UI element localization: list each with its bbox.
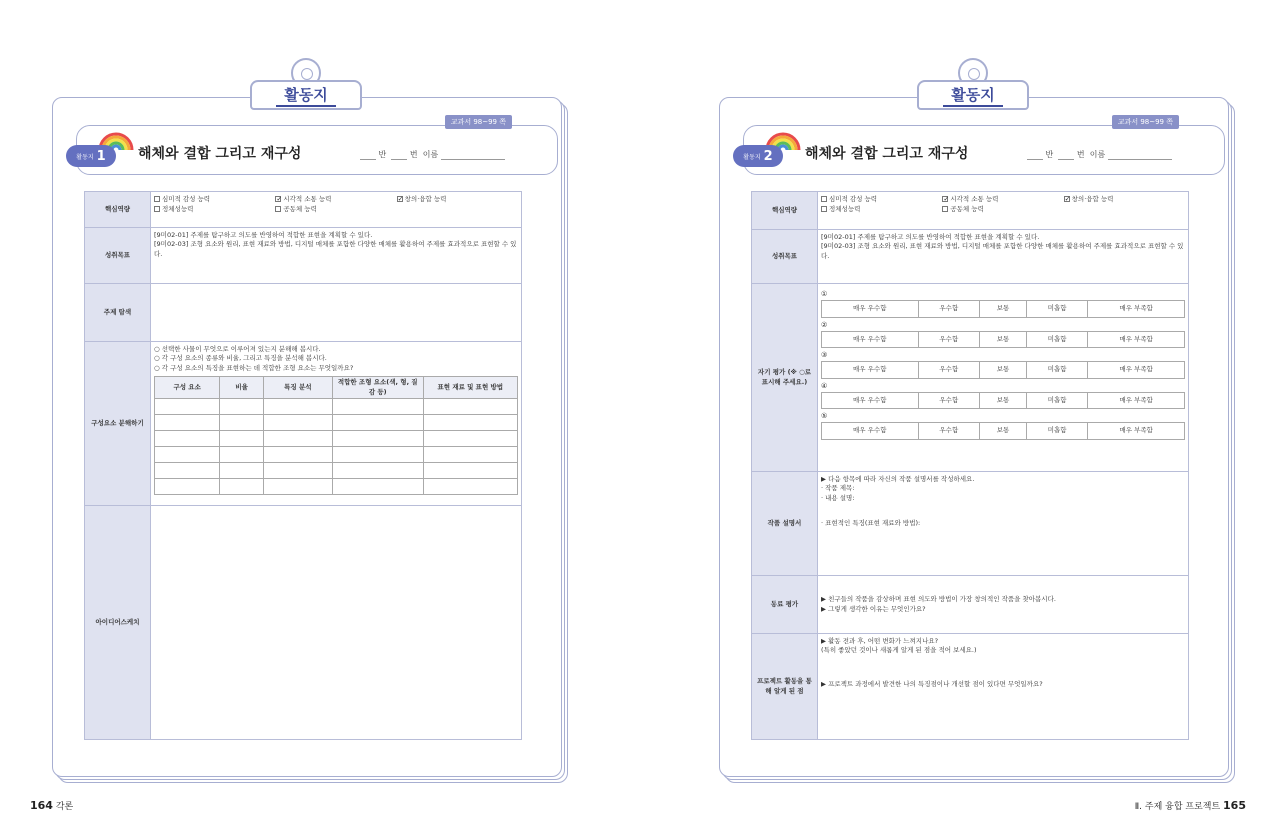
- peer-eval-area[interactable]: [818, 576, 1189, 634]
- rating-option[interactable]: 보통: [980, 301, 1027, 317]
- analysis-grid: [154, 376, 518, 495]
- rating-option[interactable]: 우수함: [918, 362, 980, 378]
- table-row[interactable]: [155, 415, 518, 431]
- row-label-competency: 핵심역량: [752, 192, 818, 230]
- sheet-badge: 활동지 1: [66, 145, 116, 167]
- competency-item[interactable]: 심미적 감성 능력: [154, 195, 275, 204]
- rating-option[interactable]: 우수함: [918, 331, 980, 347]
- rating-option[interactable]: 매우 부족함: [1088, 331, 1185, 347]
- footer-left: [30, 799, 73, 812]
- rating-scale: [821, 422, 1185, 439]
- row-label-sketch: 아이디어스케치: [85, 506, 151, 740]
- sheet-label: 활동지: [276, 84, 335, 107]
- name-blank[interactable]: [1108, 152, 1172, 160]
- prompt-text: · 내용 설명:: [821, 493, 855, 502]
- rating-option[interactable]: 미흡함: [1026, 362, 1088, 378]
- worksheet-title: 해체와 결합 그리고 재구성: [805, 146, 969, 162]
- rating-option[interactable]: 매우 부족함: [1088, 301, 1185, 317]
- table-row[interactable]: [155, 447, 518, 463]
- self-eval-area: [818, 284, 1189, 472]
- rating-option[interactable]: 우수함: [918, 301, 980, 317]
- rating-option[interactable]: 미흡함: [1026, 301, 1088, 317]
- rating-option[interactable]: 매우 부족함: [1088, 392, 1185, 408]
- row-label-learned: 프로젝트 활동을 통해 알게 된 점: [752, 634, 818, 740]
- worksheet-table: [84, 191, 522, 740]
- rating-option[interactable]: 보통: [980, 331, 1027, 347]
- goal-text: [9미02-03] 조형 요소와 원리, 표현 재료와 방법, 디지털 매체를 포함한 다양한 매체를 활용하여 주제를 효과적으로 표현할 수 있다.: [154, 240, 517, 258]
- table-row[interactable]: [155, 479, 518, 495]
- rating-scale: [821, 361, 1185, 378]
- column-header: 비율: [220, 377, 264, 399]
- rating-scale: [821, 300, 1185, 317]
- row-label-goal: 성취목표: [752, 230, 818, 284]
- prompt-text: ▶ 활동 전과 후, 어떤 변화가 느껴지나요?: [821, 637, 939, 645]
- rating-option[interactable]: 매우 우수함: [822, 362, 919, 378]
- page-number: 165: [1223, 799, 1246, 812]
- row-label-topic: 주제 탐색: [85, 284, 151, 342]
- goal-text: [9미02-03] 조형 요소와 원리, 표현 재료와 방법, 디지털 매체를 포함한 다양한 매체를 활용하여 주제를 효과적으로 표현할 수 있다.: [821, 242, 1184, 260]
- rating-item-number: ⑤: [821, 412, 828, 421]
- sheet-badge: 활동지 2: [733, 145, 783, 167]
- competency-checklist: [821, 195, 1185, 215]
- rating-option[interactable]: 미흡함: [1026, 423, 1088, 439]
- rating-item-number: ①: [821, 290, 828, 298]
- class-blank[interactable]: [1027, 152, 1043, 160]
- goal-text: [9미02-01] 주제를 탐구하고 의도를 반영하여 적합한 표현을 계획할 수 있다.: [821, 233, 1040, 241]
- rating-option[interactable]: 매우 우수함: [822, 392, 919, 408]
- rating-scale: [821, 392, 1185, 409]
- prompt-text: (특히 좋았던 것이나 새롭게 알게 된 점을 적어 보세요.): [821, 646, 977, 655]
- learned-area[interactable]: [818, 634, 1189, 740]
- footer-section: 각론: [55, 802, 74, 812]
- rating-option[interactable]: 미흡함: [1026, 392, 1088, 408]
- footer-section: Ⅱ. 주제 융합 프로젝트: [1134, 802, 1221, 812]
- competency-checklist: [154, 195, 518, 215]
- prompt-text: ▶ 그렇게 생각한 이유는 무엇인가요?: [821, 604, 926, 613]
- rating-option[interactable]: 보통: [980, 423, 1027, 439]
- column-header: 구성 요소: [155, 377, 220, 399]
- competency-item[interactable]: 정체성능력: [821, 205, 942, 214]
- row-label-analysis: 구성요소 분해하기: [85, 342, 151, 506]
- clipboard-clip-right: [917, 58, 1029, 110]
- column-header: 표현 재료 및 표현 방법: [423, 377, 517, 399]
- rating-scale: [821, 331, 1185, 348]
- row-label-peer-eval: 동료 평가: [752, 576, 818, 634]
- rating-option[interactable]: 보통: [980, 392, 1027, 408]
- rating-option[interactable]: 매우 우수함: [822, 301, 919, 317]
- table-row[interactable]: [155, 399, 518, 415]
- rating-option[interactable]: 우수함: [918, 392, 980, 408]
- worksheet-1: [52, 97, 562, 777]
- table-row[interactable]: [155, 463, 518, 479]
- competency-item[interactable]: 정체성능력: [154, 205, 275, 214]
- prompt-text: ▶ 프로젝트 과정에서 발견한 나의 특징점이나 개선할 점이 있다면 무엇일까요?: [821, 679, 1043, 688]
- competency-item[interactable]: ✓ 시각적 소통 능력: [942, 195, 1063, 204]
- worksheet-table: [751, 191, 1189, 740]
- prompt-text: ▶ 다음 항목에 따라 자신의 작품 설명서를 작성하세요.: [821, 475, 975, 483]
- topic-area[interactable]: [151, 284, 522, 342]
- competency-item[interactable]: 공동체 능력: [275, 205, 396, 214]
- sketch-area[interactable]: [151, 506, 522, 740]
- sheet-label: 활동지: [943, 84, 1002, 107]
- competency-item[interactable]: ✓ 창의·융합 능력: [397, 195, 518, 204]
- prompt-text: ▶ 친구들의 작품을 감상하며 표현 의도와 방법이 가장 창의적인 작품을 찾아봅시다.: [821, 595, 1056, 604]
- prompt-text: ○ 선택한 사물이 무엇으로 이루어져 있는지 분해해 봅시다.: [154, 345, 321, 353]
- textbook-ref: 교과서 98~99 쪽: [445, 115, 512, 129]
- clipboard-clip-left: [250, 58, 362, 110]
- rating-option[interactable]: 매우 부족함: [1088, 362, 1185, 378]
- textbook-ref: 교과서 98~99 쪽: [1112, 115, 1179, 129]
- footer-right: [1135, 799, 1246, 812]
- prompt-text: ○ 각 구성 요소의 특징을 표현하는 데 적합한 조형 요소는 무엇일까요?: [154, 363, 354, 372]
- name-blank[interactable]: [441, 152, 505, 160]
- student-fields: 반 번 이름: [1027, 149, 1172, 160]
- table-row[interactable]: [155, 431, 518, 447]
- prompt-text: · 표현적인 특징(표현 재료와 방법):: [821, 519, 921, 528]
- worksheet-title: 해체와 결합 그리고 재구성: [138, 146, 302, 162]
- row-label-competency: 핵심역량: [85, 192, 151, 228]
- worksheet-2: [719, 97, 1229, 777]
- rating-option[interactable]: 매우 우수함: [822, 331, 919, 347]
- rating-option[interactable]: 우수함: [918, 423, 980, 439]
- row-label-self-eval: 자기 평가 (※ ○로 표시해 주세요.): [752, 284, 818, 472]
- rating-option[interactable]: 매우 우수함: [822, 423, 919, 439]
- number-blank[interactable]: [1058, 152, 1074, 160]
- number-blank[interactable]: [391, 152, 407, 160]
- rating-option[interactable]: 미흡함: [1026, 331, 1088, 347]
- row-label-description: 작품 설명서: [752, 472, 818, 576]
- competency-item[interactable]: 공동체 능력: [942, 205, 1063, 214]
- rating-item-number: ②: [821, 320, 828, 329]
- rating-option[interactable]: 매우 부족함: [1088, 423, 1185, 439]
- column-header: 특징 분석: [263, 377, 332, 399]
- rating-item-number: ④: [821, 381, 828, 390]
- goal-text: [9미02-01] 주제를 탐구하고 의도를 반영하여 적합한 표현을 계획할 수 있다.: [154, 231, 373, 239]
- row-label-goal: 성취목표: [85, 228, 151, 284]
- class-blank[interactable]: [360, 152, 376, 160]
- description-area[interactable]: [818, 472, 1189, 576]
- competency-item[interactable]: ✓ 시각적 소통 능력: [275, 195, 396, 204]
- student-fields: 반 번 이름: [360, 149, 505, 160]
- prompt-text: ○ 각 구성 요소의 종류와 비율, 그리고 특징을 분석해 봅시다.: [154, 354, 327, 363]
- column-header: 적합한 조형 요소(색, 형, 질감 등): [332, 377, 423, 399]
- prompt-text: · 작품 제목:: [821, 484, 855, 493]
- rating-option[interactable]: 보통: [980, 362, 1027, 378]
- rating-item-number: ③: [821, 351, 828, 360]
- competency-item[interactable]: ✓ 창의·융합 능력: [1064, 195, 1185, 204]
- page-number: 164: [30, 799, 53, 812]
- competency-item[interactable]: 심미적 감성 능력: [821, 195, 942, 204]
